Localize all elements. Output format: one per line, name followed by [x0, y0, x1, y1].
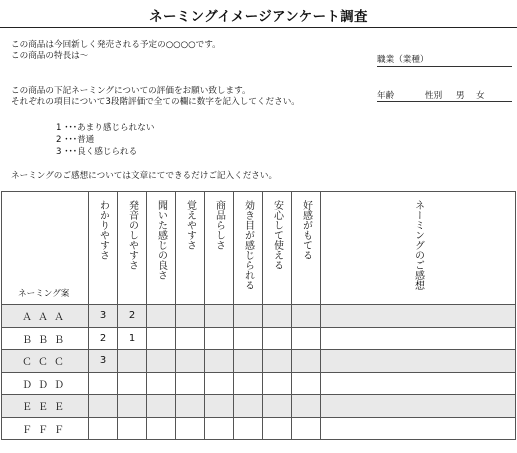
header-efficacy: 効き目が感じられる: [234, 192, 263, 305]
rating-table: [1, 191, 516, 440]
table-row: [2, 350, 516, 373]
score-cell[interactable]: [292, 417, 321, 440]
gender-male: 男: [456, 91, 465, 101]
intro-line-2: この商品の特長は〜: [11, 51, 89, 61]
scale-item-1: 1 ･･･あまり感じられない: [56, 123, 155, 133]
score-cell[interactable]: [89, 372, 118, 395]
occupation-label: 職業（業種）: [377, 55, 429, 65]
score-cell[interactable]: [234, 350, 263, 373]
score-cell[interactable]: [89, 417, 118, 440]
score-cell[interactable]: [292, 327, 321, 350]
score-cell[interactable]: [234, 417, 263, 440]
title-divider: [0, 27, 517, 28]
header-trust: 安心して使える: [263, 192, 292, 305]
naming-candidate: ＡＡＡ: [2, 305, 89, 328]
naming-candidate: ＣＣＣ: [2, 350, 89, 373]
table-row: [2, 417, 516, 440]
intro-line-1: この商品は今回新しく発売される予定の○○○○です。: [11, 40, 221, 50]
gender-label: 性別: [425, 91, 443, 101]
table-row: [2, 395, 516, 418]
naming-candidate: ＤＤＤ: [2, 372, 89, 395]
table-row: [2, 372, 516, 395]
scale-item-2: 2 ･･･普通: [56, 135, 95, 145]
header-likability: 好感がもてる: [292, 192, 321, 305]
score-cell[interactable]: [147, 372, 176, 395]
comment-cell[interactable]: [321, 305, 516, 328]
score-cell[interactable]: [205, 327, 234, 350]
score-cell[interactable]: [263, 305, 292, 328]
header-clarity: わかりやすさ: [89, 192, 118, 305]
header-pronunciation: 発音のしやすさ: [118, 192, 147, 305]
score-cell[interactable]: [118, 417, 147, 440]
score-cell[interactable]: [147, 305, 176, 328]
score-cell[interactable]: [292, 305, 321, 328]
score-cell[interactable]: [263, 372, 292, 395]
score-cell[interactable]: [176, 417, 205, 440]
comment-cell[interactable]: [321, 327, 516, 350]
score-cell[interactable]: [118, 395, 147, 418]
score-cell[interactable]: [234, 372, 263, 395]
intro-line-4: それぞれの項目について3段階評価で全ての欄に数字を記入してください。: [11, 97, 300, 107]
score-cell[interactable]: 3: [89, 350, 118, 373]
intro-line-3: この商品の下記ネーミングについての評価をお願い致します。: [11, 86, 251, 96]
naming-candidate: ＦＦＦ: [2, 417, 89, 440]
score-cell[interactable]: [234, 395, 263, 418]
score-cell[interactable]: [147, 417, 176, 440]
score-cell[interactable]: [292, 350, 321, 373]
score-cell[interactable]: [205, 395, 234, 418]
comment-instruction: ネーミングのご感想については文章にてできるだけご記入ください。: [11, 171, 278, 181]
score-cell[interactable]: [205, 417, 234, 440]
score-cell[interactable]: [176, 372, 205, 395]
table-header-row: [2, 192, 516, 305]
header-product-fit: 商品らしさ: [205, 192, 234, 305]
score-cell[interactable]: [263, 350, 292, 373]
score-cell[interactable]: 2: [89, 327, 118, 350]
age-gender-underline: [377, 101, 512, 102]
naming-header: ネーミング案: [2, 192, 89, 305]
score-cell[interactable]: 2: [118, 305, 147, 328]
score-cell[interactable]: [205, 372, 234, 395]
score-cell[interactable]: [176, 305, 205, 328]
score-cell[interactable]: [205, 305, 234, 328]
score-cell[interactable]: [147, 327, 176, 350]
score-cell[interactable]: [263, 327, 292, 350]
comment-cell[interactable]: [321, 417, 516, 440]
score-cell[interactable]: [292, 372, 321, 395]
comment-cell[interactable]: [321, 395, 516, 418]
score-cell[interactable]: [176, 395, 205, 418]
score-cell[interactable]: [205, 350, 234, 373]
score-cell[interactable]: [147, 395, 176, 418]
score-cell[interactable]: [263, 395, 292, 418]
score-cell[interactable]: [118, 372, 147, 395]
comment-cell[interactable]: [321, 350, 516, 373]
header-memorability: 覚えやすさ: [176, 192, 205, 305]
table-row: [2, 305, 516, 328]
score-cell[interactable]: [234, 327, 263, 350]
score-cell[interactable]: [118, 350, 147, 373]
survey-title: ネーミングイメージアンケート調査: [149, 9, 368, 25]
score-cell[interactable]: [176, 327, 205, 350]
score-cell[interactable]: [292, 395, 321, 418]
occupation-underline: [377, 66, 512, 67]
score-cell[interactable]: [89, 395, 118, 418]
comment-cell[interactable]: [321, 372, 516, 395]
score-cell[interactable]: [176, 350, 205, 373]
score-cell[interactable]: [263, 417, 292, 440]
score-cell[interactable]: 3: [89, 305, 118, 328]
gender-female: 女: [476, 91, 485, 101]
naming-candidate: ＥＥＥ: [2, 395, 89, 418]
header-comments: ネーミングのご感想: [321, 192, 516, 305]
table-row: [2, 327, 516, 350]
score-cell[interactable]: [234, 305, 263, 328]
naming-candidate: ＢＢＢ: [2, 327, 89, 350]
header-sound-impression: 聞いた感じの良さ: [147, 192, 176, 305]
score-cell[interactable]: 1: [118, 327, 147, 350]
scale-item-3: 3 ･･･良く感じられる: [56, 147, 138, 157]
age-label: 年齢: [377, 91, 395, 101]
score-cell[interactable]: [147, 350, 176, 373]
